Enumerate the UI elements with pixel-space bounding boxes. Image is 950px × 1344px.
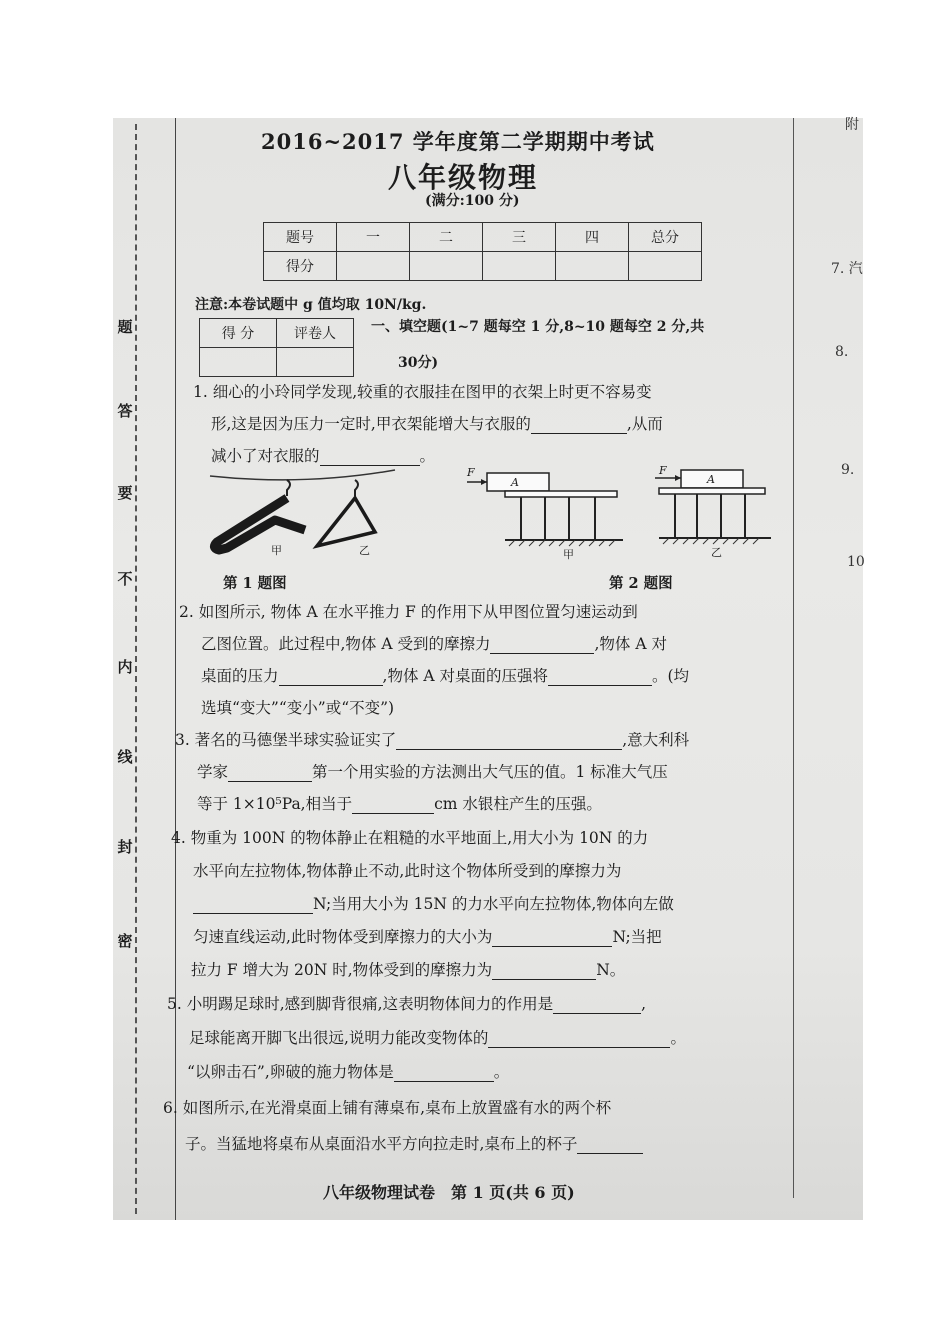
- figure-label: 乙: [711, 546, 722, 559]
- table-cell: [410, 252, 483, 281]
- table-cell: 一: [337, 223, 410, 252]
- answer-blank: [492, 929, 612, 947]
- question-text: 拉力 F 增大为 20N 时,物体受到的摩擦力为: [191, 961, 493, 979]
- question-5-line: [167, 992, 646, 1014]
- question-text: ,意大利科: [622, 731, 690, 749]
- question-text: 形,这是因为压力一定时,甲衣架能增大与衣服的: [211, 415, 531, 433]
- figure-2-caption: 第 2 题图: [609, 575, 673, 592]
- question-text: ,: [641, 995, 647, 1013]
- question-1-line: 1. 细心的小玲同学发现,较重的衣服挂在图甲的衣架上时更不容易变: [193, 383, 652, 401]
- section-heading: 一、填空题(1~7 题每空 1 分,8~10 题每空 2 分,共: [371, 319, 705, 335]
- question-text: ,物体 A 对: [594, 635, 667, 653]
- question-text: cm 水银柱产生的压强。: [434, 795, 602, 813]
- question-3-line: [175, 728, 689, 750]
- table-row: [264, 252, 702, 281]
- seal-char: 题: [117, 318, 133, 336]
- figure-label: 乙: [359, 544, 370, 557]
- answer-blank: [577, 1136, 643, 1154]
- table-cell: 得分: [264, 252, 337, 281]
- seal-char: 答: [117, 402, 133, 420]
- question-text: 足球能离开脚飞出很远,说明力能改变物体的: [189, 1029, 489, 1047]
- next-page-fragment: 9.: [841, 462, 855, 478]
- page-footer: 八年级物理试卷 第 1 页(共 6 页): [323, 1183, 575, 1202]
- question-text: 匀速直线运动,此时物体受到摩擦力的大小为: [193, 928, 493, 946]
- object-label: A: [511, 476, 519, 489]
- question-text: ,从而: [626, 415, 663, 433]
- seal-char: 不: [117, 570, 133, 588]
- seal-char: 内: [117, 658, 133, 676]
- answer-blank: [394, 1064, 494, 1082]
- page-edge-line: [793, 118, 794, 1198]
- table-cell: 题号: [264, 223, 337, 252]
- table-row: [200, 348, 354, 377]
- question-4-line: 4. 物重为 100N 的物体静止在粗糙的水平地面上,用大小为 10N 的力: [171, 829, 649, 847]
- question-text: 。(均: [652, 667, 690, 685]
- answer-blank: [352, 796, 434, 814]
- answer-blank: [531, 416, 627, 434]
- object-label: A: [707, 473, 715, 486]
- answer-blank: [228, 764, 312, 782]
- question-text: 桌面的压力: [201, 667, 279, 685]
- question-5-line: [189, 1026, 686, 1048]
- answer-blank: [396, 732, 622, 750]
- section-heading-cont: 30分): [398, 355, 439, 371]
- next-page-fragment: 10: [847, 554, 865, 570]
- binding-margin-line: [175, 118, 176, 1220]
- next-page-fragment: 8.: [835, 344, 849, 360]
- answer-blank: [553, 996, 641, 1014]
- question-4-line: 水平向左拉物体,物体静止不动,此时这个物体所受到的摩擦力为: [193, 862, 622, 880]
- table-cell: 四: [556, 223, 629, 252]
- next-page-fragment: 7. 汽: [831, 261, 863, 277]
- question-text: 子。当猛地将桌布从桌面沿水平方向拉走时,桌布上的杯子: [185, 1135, 578, 1153]
- figure-1-hangers: [205, 464, 405, 564]
- seal-char: 密: [117, 932, 133, 950]
- table-row: [264, 223, 702, 252]
- question-2-line: 2. 如图所示, 物体 A 在水平推力 F 的作用下从甲图位置匀速运动到: [179, 603, 638, 621]
- table-cell: 二: [410, 223, 483, 252]
- figure-2-yi: [653, 468, 777, 552]
- question-5-line: [187, 1060, 509, 1082]
- table-cell: 总分: [629, 223, 702, 252]
- question-6-line: [185, 1132, 643, 1154]
- question-text: 乙图位置。此过程中,物体 A 受到的摩擦力: [201, 635, 491, 653]
- question-text: 学家: [197, 763, 229, 781]
- exam-subject: 八年级物理: [388, 161, 539, 194]
- question-4-line: [193, 925, 662, 947]
- question-1-line: [211, 444, 435, 466]
- question-text: N。: [596, 961, 626, 979]
- question-2-line: 选填“变大”“变小”或“不变”): [201, 699, 395, 717]
- next-page-fragment: 附: [845, 117, 859, 133]
- score-table: [263, 222, 702, 281]
- question-2-line: [201, 664, 689, 686]
- answer-blank: [279, 668, 383, 686]
- table-cell: 评卷人: [277, 319, 354, 348]
- figure-2-jia: [465, 470, 629, 554]
- question-3-line: [197, 760, 668, 782]
- figure-label: 甲: [563, 548, 574, 561]
- question-text: ,物体 A 对桌面的压强将: [382, 667, 548, 685]
- figure-1-caption: 第 1 题图: [223, 575, 287, 592]
- question-3-line: [197, 792, 602, 814]
- question-1-line: [211, 412, 663, 434]
- question-text: 。: [670, 1029, 686, 1047]
- question-text: 5. 小明踢足球时,感到脚背很痛,这表明物体间力的作用是: [167, 995, 554, 1013]
- exam-title: 2016~2017 学年度第二学期期中考试: [261, 129, 655, 154]
- exam-photo: [113, 118, 863, 1220]
- seal-char: 线: [117, 748, 133, 766]
- table-cell: [200, 348, 277, 377]
- table-cell: 三: [483, 223, 556, 252]
- question-text: 减小了对衣服的: [211, 447, 320, 465]
- force-label: F: [467, 466, 475, 479]
- force-label: F: [659, 464, 667, 477]
- answer-blank: [492, 962, 596, 980]
- seal-char: 封: [117, 838, 133, 856]
- question-text: N;当用大小为 15N 的力水平向左拉物体,物体向左做: [313, 895, 674, 913]
- table-cell: [556, 252, 629, 281]
- question-text: 。: [493, 1063, 510, 1081]
- table-cell: 得 分: [200, 319, 277, 348]
- figure-label: 甲: [271, 544, 282, 557]
- fold-dashed-line: [135, 124, 137, 1214]
- question-text: 3. 著名的马德堡半球实验证实了: [175, 731, 397, 749]
- question-4-line: [193, 892, 674, 914]
- question-text: 等于 1×10⁵Pa,相当于: [197, 795, 353, 813]
- table-row: [200, 319, 354, 348]
- question-text: “以卵击石”,卵破的施力物体是: [187, 1063, 394, 1081]
- grader-table: [199, 318, 354, 377]
- answer-blank: [490, 636, 594, 654]
- table-cell: [277, 348, 354, 377]
- answer-blank: [193, 896, 313, 914]
- table-cell: [483, 252, 556, 281]
- answer-blank: [548, 668, 652, 686]
- question-text: N;当把: [612, 928, 662, 946]
- question-2-line: [201, 632, 667, 654]
- question-text: 第一个用实验的方法测出大气压的值。1 标准大气压: [312, 763, 668, 781]
- exam-note: 注意:本卷试题中 g 值均取 10N/kg.: [195, 297, 427, 313]
- table-cell: [629, 252, 702, 281]
- seal-char: 要: [117, 484, 133, 502]
- question-6-line: 6. 如图所示,在光滑桌面上铺有薄桌布,桌布上放置盛有水的两个杯: [163, 1099, 612, 1117]
- question-4-line: [191, 958, 625, 980]
- full-marks: (满分:100 分): [425, 193, 520, 209]
- question-text: 。: [419, 447, 436, 465]
- answer-blank: [488, 1030, 670, 1048]
- table-cell: [337, 252, 410, 281]
